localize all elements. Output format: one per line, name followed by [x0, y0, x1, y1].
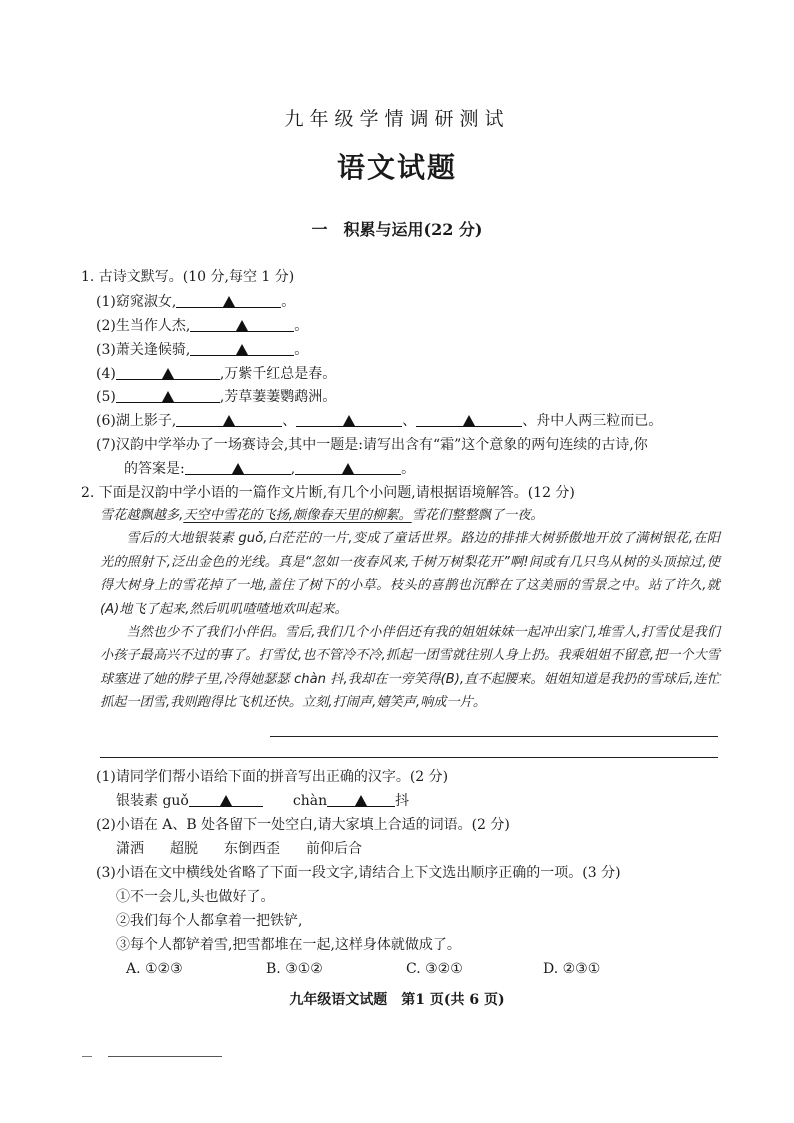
- q2-sub2-words: [116, 839, 362, 859]
- triangle-icon: [463, 415, 475, 426]
- q1-item-7-answer: 的答案是: , 。: [124, 461, 416, 477]
- essay-passage: [100, 504, 720, 715]
- answer-blank[interactable]: [295, 459, 401, 475]
- word-option: 潇洒: [116, 841, 144, 857]
- q1-item-1: (1)窈窕淑女, 。: [96, 294, 296, 310]
- word-option: 超脱: [170, 841, 198, 857]
- option-c[interactable]: C. ③②①: [406, 961, 463, 977]
- answer-blank[interactable]: [416, 411, 522, 427]
- answer-blank[interactable]: [189, 791, 263, 807]
- q1-item-3: (3)萧关逢候骑, 。: [96, 342, 309, 358]
- q2-sub3-line-3: ③每个人都铲着雪,把雪都堆在一起,这样身体就做成了。: [116, 937, 461, 953]
- q1-item-7: (7)汉韵中学举办了一场赛诗会,其中一题是:请写出含有“霜”这个意象的两句连续的古诗,你: [96, 437, 648, 453]
- triangle-icon: [355, 795, 367, 806]
- answer-blank[interactable]: [116, 364, 220, 380]
- answer-blank[interactable]: [185, 459, 291, 475]
- answer-blank[interactable]: [296, 411, 402, 427]
- triangle-icon: [236, 320, 248, 331]
- triangle-icon: [232, 463, 244, 474]
- q1-item-2: (2)生当作人杰, 。: [96, 318, 309, 334]
- answer-blank[interactable]: [176, 411, 282, 427]
- essay-paragraph: 雪后的大地银装素 guǒ,白茫茫的一片,变成了童话世界。路边的排排大树骄傲地开放了满树银花,在阳光的照射下,泛出金色的光线。真是“忽如一夜春风来,千树万树梨花开”啊!间或有几只鸟从树的头顶掠过,使得大树身上的雪花掉了一地,盖住了树下的小草。枝头的喜鹊也沉醉在了这美丽的雪景之中。站了许久,就(A)地飞了起来,然后叽叽喳喳地欢叫起来。: [100, 531, 720, 617]
- scan-mark: [82, 1056, 92, 1057]
- q2-sub3: (3)小语在文中横线处省略了下面一段文字,请结合上下文选出顺序正确的一项。(3 分): [96, 865, 621, 881]
- omission-line: [270, 736, 718, 737]
- word-option: 东倒西歪: [224, 841, 280, 857]
- triangle-icon: [342, 463, 354, 474]
- answer-blank[interactable]: [116, 387, 220, 403]
- essay-paragraph: 当然也少不了我们小伴侣。雪后,我们几个小伴侣还有我的姐姐妹妹一起冲出家门,堆雪人,打雪仗是我们小孩子最高兴不过的事了。打雪仗,也不管冷不冷,抓起一团雪就往别人身上扔。我乘姐姐不留意,把一个大雪球塞进了她的脖子里,冷得她瑟瑟 chàn 抖,我却在一旁笑得(B),直不起腰来。姐姐知道是我扔的雪球后,连忙抓起一团雪,我则跑得比飞机还快。立刻,打闹声,嬉笑声,响成一片。: [100, 625, 720, 711]
- q2-sub2: (2)小语在 A、B 处各留下一处空白,请大家填上合适的词语。(2 分): [96, 817, 510, 833]
- scan-mark: [108, 1056, 222, 1057]
- option-b[interactable]: B. ③①②: [266, 961, 323, 977]
- answer-blank[interactable]: [327, 791, 395, 807]
- word-option: 前仰后合: [306, 841, 362, 857]
- answer-blank[interactable]: [190, 340, 294, 356]
- triangle-icon: [343, 415, 355, 426]
- triangle-icon: [223, 415, 235, 426]
- subject-title: 语文试题: [336, 151, 457, 184]
- q2-sub1: (1)请同学们帮小语给下面的拼音写出正确的汉字。(2 分): [96, 769, 449, 785]
- triangle-icon: [162, 391, 174, 402]
- q2-sub3-line-2: ②我们每个人都拿着一把铁铲,: [116, 913, 303, 929]
- omission-line: [100, 757, 718, 758]
- q2-sub1-items: 银装素 guǒ chàn 抖: [116, 793, 410, 809]
- answer-blank[interactable]: [176, 292, 281, 308]
- q1-item-5: (5) ,芳草萋萋鹦鹉洲。: [96, 389, 337, 405]
- option-d[interactable]: D. ②③①: [543, 961, 601, 977]
- option-a[interactable]: A. ①②③: [126, 961, 183, 977]
- triangle-icon: [162, 368, 174, 379]
- q1-item-4: (4) ,万紫千红总是春。: [96, 366, 337, 382]
- triangle-icon: [236, 344, 248, 355]
- triangle-icon: [220, 795, 232, 806]
- section-heading: 一 积累与运用(22 分): [311, 220, 483, 239]
- exam-title: 九年级学情调研测试: [284, 108, 510, 130]
- q1-item-6: (6)湖上影子, 、 、 、舟中人两三粒而已。: [96, 413, 663, 429]
- underlined-sentence: 天空中雪花的飞扬,颇像春天里的柳絮。: [183, 508, 412, 523]
- essay-paragraph: 雪花越飘越多,天空中雪花的飞扬,颇像春天里的柳絮。雪花们整整飘了一夜。: [100, 508, 544, 523]
- answer-blank[interactable]: [190, 316, 294, 332]
- q1-stem: 1. 古诗文默写。(10 分,每空 1 分): [81, 269, 295, 285]
- page-footer: 九年级语文试题 第1 页(共 6 页): [289, 992, 505, 1008]
- triangle-icon: [223, 296, 235, 307]
- q2-sub3-line-1: ①不一会儿,头也做好了。: [116, 889, 275, 905]
- q2-stem: 2. 下面是汉韵中学小语的一篇作文片断,有几个小问题,请根据语境解答。(12 分): [81, 485, 575, 501]
